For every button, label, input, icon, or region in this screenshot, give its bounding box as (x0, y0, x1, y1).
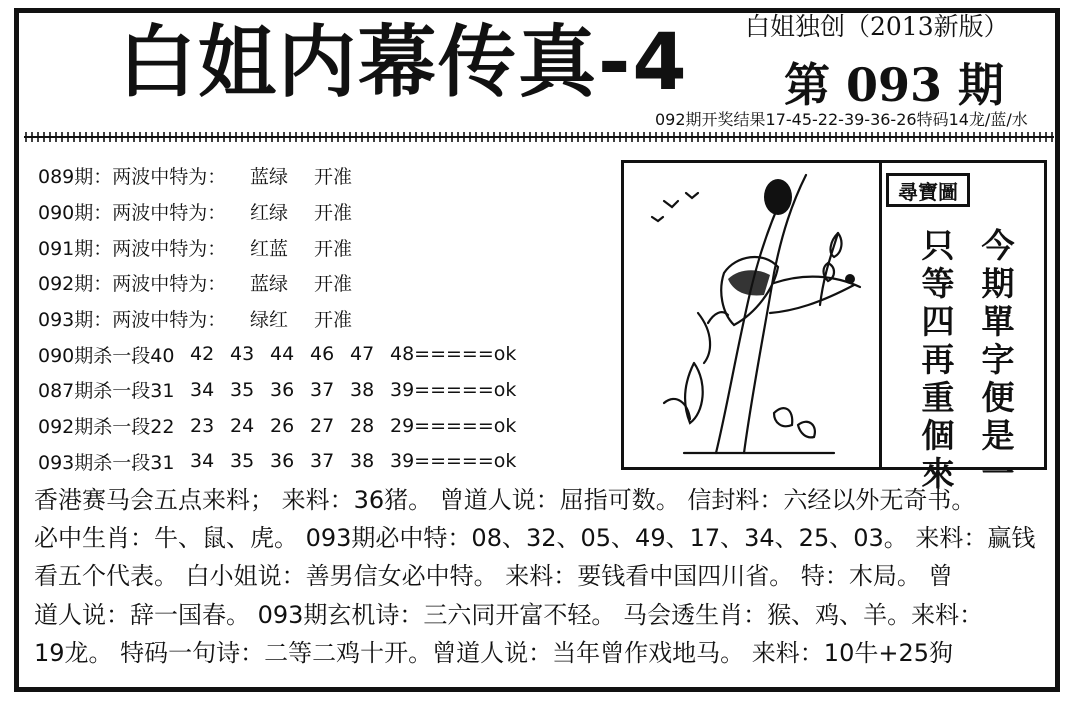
header-divider (24, 132, 1054, 142)
issue-number: 第 093 期 (784, 58, 1005, 112)
wave-row: 089期：两波中特为： 蓝绿 开准 (38, 166, 353, 189)
paragraph-line: 必中生肖：牛、鼠、虎。 093期必中特：08、32、05、49、17、34、25、03。 来料：赢钱 (34, 524, 1036, 553)
panel-divider (879, 163, 882, 467)
previous-result: 092期开奖结果17-45-22-39-36-26特码14龙/蓝/水 (655, 110, 1028, 129)
bird-tree-illustration (624, 163, 876, 467)
treasure-map-panel (621, 160, 1047, 493)
kill-row: 093期杀一段31 34 35 36 37 38 39=====ok (38, 450, 517, 474)
kill-row: 087期杀一段31 34 35 36 37 38 39=====ok (38, 378, 517, 403)
wave-row: 091期：两波中特为： 红蓝 开准 (38, 237, 353, 260)
page-title: 白姐内幕传真-4 (118, 18, 689, 108)
paragraph-line: 香港赛马会五点来料； 来料：36猪。 曾道人说：屈指可数。 信封料：六经以外无奇书。 (34, 486, 976, 514)
verse-column-right: 今 期 單 字 便 是 一 (981, 226, 1015, 493)
kill-row: 090期杀一段40 42 43 44 46 47 48=====ok (38, 343, 517, 367)
wave-row: 093期：两波中特为： 绿红 开准 (38, 309, 353, 332)
paragraph-line: 道人说：辞一国春。 093期玄机诗：三六同开富不轻。 马会透生肖：猴、鸡、羊。来料： (34, 600, 984, 629)
edition-label: 白姐独创（2013新版） (745, 12, 1009, 41)
paragraph-line: 19龙。 特码一句诗：二等二鸡十开。曾道人说：当年曾作戏地马。 来料：10牛+25狗 (34, 638, 953, 667)
wave-row: 090期：两波中特为： 红绿 开准 (38, 202, 353, 225)
info-paragraph (34, 481, 1054, 672)
verse-column-left: 只 等 四 再 重 個 來 (921, 226, 955, 493)
prediction-list (38, 158, 516, 479)
paragraph-line: 看五个代表。 白小姐说：善男信女必中特。 来料：要钱看中国四川省。 特：木局。 曾 (34, 562, 953, 591)
wave-row: 092期：两波中特为： 蓝绿 开准 (38, 273, 353, 296)
treasure-map-stamp: 尋寶圖 (886, 173, 970, 207)
kill-row: 092期杀一段22 23 24 26 27 28 29=====ok (38, 414, 517, 439)
